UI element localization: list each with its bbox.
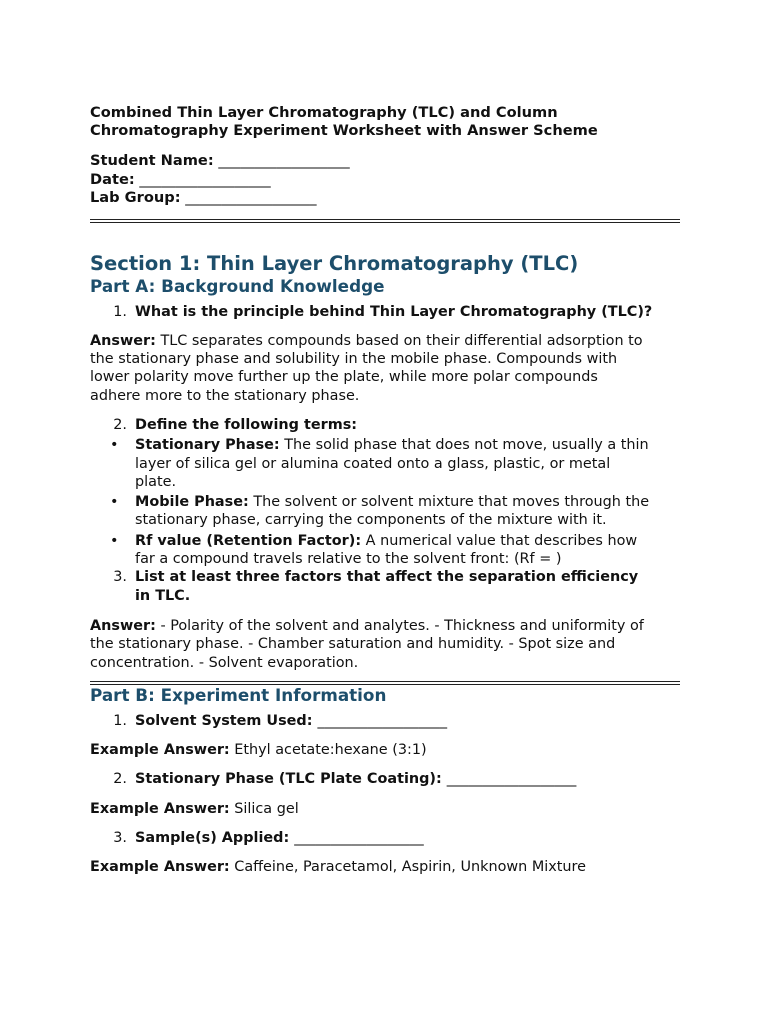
bullet-icon: • xyxy=(110,532,119,549)
answer-1-label: Answer: xyxy=(90,332,156,349)
term-definition: stationary phase, carrying the components of the mixture with it. xyxy=(135,512,607,529)
experiment-item-stationary-phase xyxy=(90,770,680,788)
date-field xyxy=(90,171,680,190)
term-definition: The solvent or solvent mixture that moves through the xyxy=(253,494,650,511)
experiment-item-samples xyxy=(90,829,680,847)
divider-rule xyxy=(90,219,680,223)
date-blank: __________________ xyxy=(139,170,271,188)
example-answer-text: Silica gel xyxy=(234,800,299,817)
student-name-blank: __________________ xyxy=(218,152,350,169)
example-answer-label: Example Answer: xyxy=(90,742,230,759)
student-name-label: Student Name: xyxy=(90,152,214,169)
term-definition: The solid phase that does not move, usually a thin xyxy=(284,437,649,454)
example-answer-stationary-phase xyxy=(90,800,680,818)
bullet-icon: • xyxy=(110,437,119,454)
term-label: Stationary Phase: xyxy=(135,437,280,454)
answer-3-label: Answer: xyxy=(90,617,156,634)
question-1-number: 1. xyxy=(113,303,127,320)
example-answer-label: Example Answer: xyxy=(90,800,230,817)
answer-1-line: lower polarity move further up the plate, while more polar compounds xyxy=(90,369,598,386)
term-definition: plate. xyxy=(135,473,177,490)
lab-group-blank: __________________ xyxy=(185,189,317,206)
example-answer-text: Caffeine, Paracetamol, Aspirin, Unknown Mixture xyxy=(234,859,586,876)
answer-1-line: the stationary phase and solubility in the mobile phase. Compounds with xyxy=(90,351,618,368)
question-3-text: List at least three factors that affect the separation efficiency xyxy=(135,569,639,586)
question-2-text: Define the following terms: xyxy=(135,416,358,433)
answer-1-line xyxy=(90,332,680,350)
example-answer-text: Ethyl acetate:hexane (3:1) xyxy=(234,742,427,759)
date-label: Date: xyxy=(90,170,135,188)
question-2 xyxy=(90,416,680,434)
answer-3-line xyxy=(90,617,680,635)
title-line-2: Chromatography Experiment Worksheet with Answer Scheme xyxy=(90,122,598,139)
question-3 xyxy=(90,568,680,605)
item-number: 1. xyxy=(113,712,127,729)
question-3-text: in TLC. xyxy=(135,587,191,604)
item-blank: __________________ xyxy=(317,712,448,729)
part-b-heading: Part B: Experiment Information xyxy=(90,684,387,705)
header-fields xyxy=(90,152,680,208)
answer-3 xyxy=(90,617,680,672)
term-label: Mobile Phase: xyxy=(135,494,249,511)
answer-3-line: concentration. - Solvent evaporation. xyxy=(90,654,359,671)
question-1-text: What is the principle behind Thin Layer Chromatography (TLC)? xyxy=(135,303,653,320)
experiment-item-solvent xyxy=(90,712,680,730)
title-line-1: Combined Thin Layer Chromatography (TLC) and Column xyxy=(90,104,558,121)
worksheet-page xyxy=(90,104,680,877)
item-question: Solvent System Used: xyxy=(135,712,313,729)
example-answer-samples xyxy=(90,858,680,876)
item-number: 2. xyxy=(113,771,127,788)
section-1-heading: Section 1: Thin Layer Chromatography (TLC) xyxy=(90,251,579,275)
term-definition: layer of silica gel or alumina coated onto a glass, plastic, or metal xyxy=(135,455,611,472)
example-answer-label: Example Answer: xyxy=(90,859,230,876)
question-3-number: 3. xyxy=(113,569,127,586)
question-2-number: 2. xyxy=(113,416,127,433)
item-question: Stationary Phase (TLC Plate Coating): xyxy=(135,771,442,788)
item-question: Sample(s) Applied: xyxy=(135,830,290,847)
term-mobile-phase xyxy=(90,493,680,530)
item-number: 3. xyxy=(113,830,127,847)
item-blank: __________________ xyxy=(446,771,577,788)
item-blank: __________________ xyxy=(294,830,424,847)
lab-group-field xyxy=(90,189,680,208)
term-rf-value xyxy=(90,532,680,569)
term-definition: A numerical value that describes how xyxy=(365,532,638,549)
term-definition: far a compound travels relative to the solvent front: (Rf = ) xyxy=(135,551,562,568)
example-answer-solvent xyxy=(90,741,680,759)
bullet-icon: • xyxy=(110,494,119,511)
answer-3-text: - Polarity of the solvent and analytes. - Thickness and uniformity of xyxy=(160,617,644,634)
lab-group-label: Lab Group: xyxy=(90,189,181,206)
term-stationary-phase xyxy=(90,436,680,491)
term-label: Rf value (Retention Factor): xyxy=(135,532,362,549)
answer-1-line: adhere more to the stationary phase. xyxy=(90,387,360,404)
question-1 xyxy=(90,303,680,321)
answer-1 xyxy=(90,332,680,405)
student-name-field xyxy=(90,152,680,171)
answer-3-line: the stationary phase. - Chamber saturation and humidity. - Spot size and xyxy=(90,636,616,653)
document-title xyxy=(90,104,680,140)
answer-1-text: TLC separates compounds based on their differential adsorption to xyxy=(160,332,643,349)
part-a-heading: Part A: Background Knowledge xyxy=(90,275,385,296)
